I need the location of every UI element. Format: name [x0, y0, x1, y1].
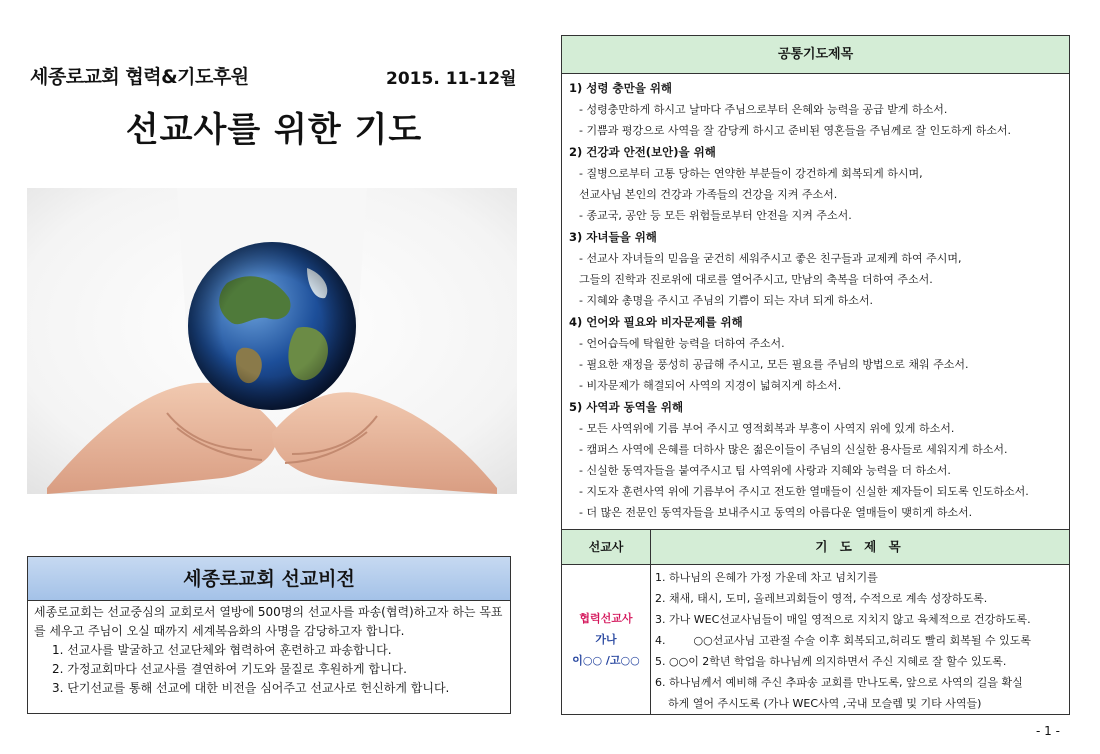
- missionary-name: 이○○ /고○○: [572, 654, 640, 667]
- page-number: - 1 -: [1036, 724, 1060, 738]
- prayer-topic: [569, 227, 1063, 311]
- vision-item: 3. 단기선교를 통해 선교에 대한 비전을 심어주고 선교사로 헌신하게 합니다.: [52, 681, 450, 695]
- topic-line: 선교사님 본인의 건강과 가족들의 건강을 지켜 주소서.: [579, 188, 838, 201]
- topic-line: - 모든 사역위에 기름 부어 주시고 영적회복과 부흥이 사역지 위에 있게 하소서.: [579, 422, 955, 435]
- prayer-topic: [569, 312, 1063, 396]
- topic-line: - 지혜와 총명을 주시고 주님의 기쁨이 되는 자녀 되게 하소서.: [579, 294, 873, 307]
- vision-intro: 세종로교회는 선교중심의 교회로서 열방에 500명의 선교사를 파송(협력)하고자 하는 목표를 세우고 주님이 오실 때까지 세계복음화의 사명을 감당하고자 합니다.: [34, 605, 503, 638]
- prayer-topic: [569, 142, 1063, 226]
- topic-line: - 질병으로부터 고통 당하는 연약한 부분들이 강건하게 회복되게 하시며,: [579, 167, 923, 180]
- vision-item: 1. 선교사를 발굴하고 선교단체와 협력하여 훈련하고 파송합니다.: [52, 643, 392, 657]
- topic-line: - 종교국, 공안 등 모든 위험들로부터 안전을 지켜 주소서.: [579, 209, 852, 222]
- prayer-topic: [569, 78, 1063, 141]
- topic-line: - 성령충만하게 하시고 날마다 주님으로부터 은혜와 능력을 공급 받게 하소서.: [579, 103, 948, 116]
- vision-title: 세종로교회 선교비전: [28, 557, 510, 601]
- prayer-item: 4. ○○선교사님 고관절 수술 이후 회복되고,허리도 빨리 회복될 수 있도록: [655, 634, 1032, 647]
- vision-item: 2. 가정교회마다 선교사를 결연하여 기도와 물질로 후원하게 합니다.: [52, 662, 407, 676]
- topic-title: 1) 성령 충만을 위해: [569, 81, 673, 95]
- missionary-table-header: [562, 529, 1069, 565]
- missionary-prayer-list: [651, 565, 1069, 714]
- prayer-item: 3. 가나 WEC선교사님들이 매일 영적으로 지치지 않고 육체적으로 건강하도록.: [655, 613, 1031, 626]
- topic-title: 3) 자녀들을 위해: [569, 230, 657, 244]
- common-prayer-list: [562, 74, 1069, 523]
- vision-list: [34, 641, 504, 698]
- topic-line: - 기쁨과 평강으로 사역을 잘 감당케 하시고 준비된 영혼들을 주님께로 잘 인도하게 하소서.: [579, 124, 1011, 137]
- main-title: 선교사를 위한 기도: [125, 110, 423, 150]
- prayer-item: 1. 하나님의 은혜가 가정 가운데 차고 넘치기를: [655, 571, 878, 584]
- topic-line: - 더 많은 전문인 동역자들을 보내주시고 동역의 아름다운 열매들이 맺히게 하소서.: [579, 506, 973, 519]
- prayer-item: 하게 열어 주시도록 (가나 WEC사역 ,국내 모슬렘 및 기타 사역들): [668, 697, 982, 710]
- missionary-table-row: [562, 565, 1069, 714]
- missionary-cell: [562, 565, 651, 714]
- globe-in-hands-photo: [27, 188, 517, 494]
- topic-line: - 필요한 재정을 풍성히 공급해 주시고, 모든 필요를 주님의 방법으로 채워 주소서.: [579, 358, 969, 371]
- topic-line: - 캠퍼스 사역에 은혜를 더하사 많은 젊은이들이 주님의 신실한 용사들로 세워지게 하소서.: [579, 443, 1008, 456]
- prayer-box: [561, 35, 1070, 715]
- topic-title: 5) 사역과 동역을 위해: [569, 400, 684, 414]
- missionary-country: 가나: [595, 633, 617, 646]
- topic-line: 그들의 진학과 진로위에 대로를 열어주시고, 만남의 축복을 더하여 주소서.: [579, 273, 933, 286]
- topic-line: - 선교사 자녀들의 믿음을 굳건히 세워주시고 좋은 친구들과 교제케 하여 주시며,: [579, 252, 962, 265]
- topic-title: 2) 건강과 안전(보안)을 위해: [569, 145, 716, 159]
- topic-line: - 비자문제가 해결되어 사역의 지경이 넓혀지게 하소서.: [579, 379, 842, 392]
- col-missionary: 선교사: [562, 530, 651, 564]
- vision-body: [28, 601, 510, 700]
- missionary-type: 협력선교사: [579, 612, 633, 625]
- org-title: 세종로교회 협력&기도후원: [30, 66, 249, 88]
- topic-line: - 언어습득에 탁월한 능력을 더하여 주소서.: [579, 337, 785, 350]
- topic-line: - 지도자 훈련사역 위에 기름부어 주시고 전도한 열매들이 신실한 제자들이 되도록 인도하소서.: [579, 485, 1029, 498]
- prayer-item: 2. 채새, 태시, 도미, 올레브괴회들이 영적, 수적으로 계속 성장하도록.: [655, 592, 988, 605]
- prayer-item: 5. ○○이 2학년 학업을 하나님께 의지하면서 주신 지혜로 잘 할수 있도록.: [655, 655, 1007, 668]
- prayer-topic: [569, 397, 1063, 523]
- prayer-item: 6. 하나님께서 예비해 주신 추파송 교회를 만나도록, 앞으로 사역의 길을 확실: [655, 676, 1023, 689]
- period-date: 2015. 11-12월: [386, 69, 517, 89]
- col-prayer-topics: 기 도 제 목: [815, 539, 905, 554]
- common-prayer-heading: 공통기도제목: [562, 36, 1069, 74]
- vision-box: [27, 556, 511, 714]
- topic-line: - 신실한 동역자들을 붙여주시고 팀 사역위에 사랑과 지혜와 능력을 더 하소서.: [579, 464, 951, 477]
- topic-title: 4) 언어와 필요와 비자문제를 위해: [569, 315, 743, 329]
